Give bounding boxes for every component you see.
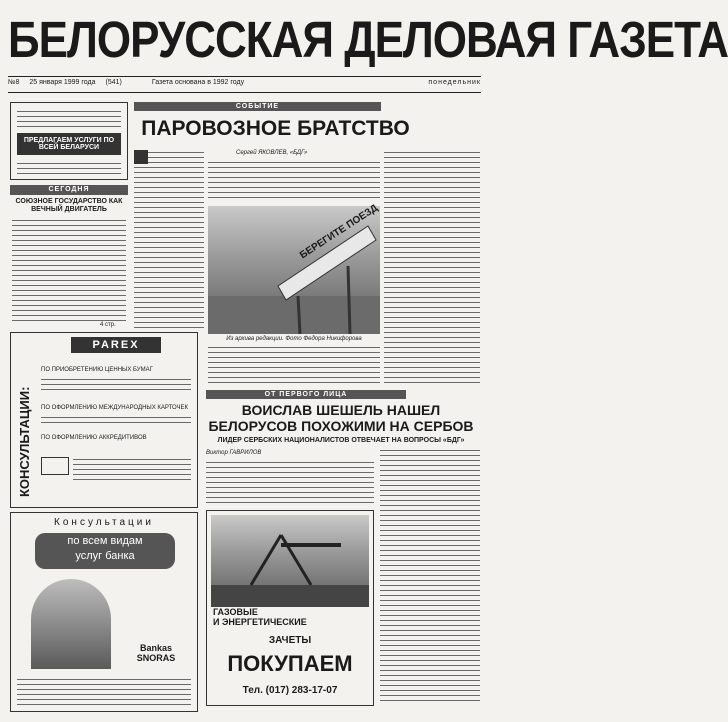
main-intro — [208, 160, 380, 202]
parex-item-2-text — [41, 415, 191, 425]
oil-rig-illustration — [211, 515, 369, 607]
main-byline: Сергей ЯКОВЛЕВ, «БДГ» — [236, 150, 308, 156]
ad-slogan: ПРЕДЛАГАЕМ УСЛУГИ ПО ВСЕЙ БЕЛАРУСИ — [17, 133, 121, 155]
gas-ad-line-2: И ЭНЕРГЕТИЧЕСКИЕ — [213, 617, 307, 627]
parex-ad — [10, 332, 198, 508]
right-col-text — [384, 150, 480, 386]
parex-item-2: ПО ОФОРМЛЕНИЮ МЕЖДУНАРОДНЫХ КАРТОЧЕК — [41, 405, 189, 411]
left-subhead: СОЮЗНОЕ ГОСУДАРСТВО КАК ВЕЧНЫЙ ДВИГАТЕЛЬ — [15, 198, 123, 213]
section-first-person: ОТ ПЕРВОГО ЛИЦА — [206, 390, 406, 399]
snoras-contacts — [17, 677, 191, 707]
serb-headline-1: ВОИСЛАВ ШЕШЕЛЬ НАШЕЛ — [241, 402, 441, 418]
main-photo — [208, 202, 381, 334]
snoras-slogan-1: по всем видам — [67, 535, 143, 547]
snoras-title: Консультации — [54, 517, 154, 528]
issue-date: 25 января 1999 года — [29, 79, 96, 86]
gas-ad-phone: Тел. (017) 283-17-07 — [242, 685, 338, 696]
main-headline: ПАРОВОЗНОЕ БРАТСТВО — [141, 117, 410, 140]
dateline-rule — [8, 92, 481, 93]
gas-ad-buy: ПОКУПАЕМ — [227, 651, 353, 676]
oil-rig-photo — [211, 515, 369, 607]
serb-byline: Виктор ГАВРИЛОВ — [206, 450, 262, 456]
masthead-rule — [8, 76, 481, 77]
parex-vertical-label: КОНСУЛЬТАЦИИ: — [17, 386, 32, 497]
ad-fineprint — [17, 109, 121, 127]
issue-number: №8 — [8, 79, 20, 86]
snoras-person-photo — [31, 579, 111, 669]
serb-right-col — [380, 448, 480, 702]
snoras-slogan-2: услуг банка — [75, 550, 135, 562]
issue-serial: (541) — [105, 79, 122, 86]
drop-cap — [134, 150, 148, 164]
dateline — [8, 79, 481, 91]
serb-headline-2: БЕЛОРУСОВ ПОХОЖИМИ НА СЕРБОВ — [208, 418, 474, 434]
section-today: СЕГОДНЯ — [10, 185, 128, 195]
ad-contacts — [17, 161, 121, 177]
parex-contacts — [73, 457, 191, 483]
section-event: СОБЫТИЕ — [134, 102, 381, 111]
photo-caption: Из архива редакции. Фото Федора Никифорова — [226, 336, 362, 342]
parex-item-1-text — [41, 377, 191, 391]
snoras-ad — [10, 512, 198, 712]
gas-ad-line-1: ГАЗОВЫЕ — [213, 607, 258, 617]
photo-sign-text: БЕРЕГИТЕ ПОЕЗД — [298, 202, 381, 262]
gas-ad — [206, 510, 374, 706]
main-col-1 — [134, 150, 204, 328]
parex-logo: PAREX — [71, 337, 161, 353]
snoras-bank-name: Bankas SNORAS — [136, 643, 176, 663]
serb-intro — [206, 460, 374, 504]
masthead-title: БЕЛОРУССКАЯ ДЕЛОВАЯ ГАЗЕТА — [8, 12, 728, 69]
parex-item-3: ПО ОФОРМЛЕНИЮ АККРЕДИТИВОВ — [41, 435, 147, 441]
weekday: понедельник — [428, 79, 481, 86]
main-cont — [208, 345, 380, 385]
serb-subhead: ЛИДЕР СЕРБСКИХ НАЦИОНАЛИСТОВ ОТВЕЧАЕТ НА ВОПРОСЫ «БДГ» — [217, 437, 465, 444]
left-article-body — [12, 218, 126, 322]
left-page-ref: 4 стр. — [100, 322, 116, 328]
top-left-ad — [10, 102, 128, 180]
founded-note: Газета основана в 1992 году — [151, 79, 245, 86]
gas-ad-line-3: ЗАЧЕТЫ — [268, 635, 312, 646]
visa-logo — [41, 457, 69, 475]
parex-item-1: ПО ПРИОБРЕТЕНИЮ ЦЕННЫХ БУМАГ — [41, 367, 153, 373]
